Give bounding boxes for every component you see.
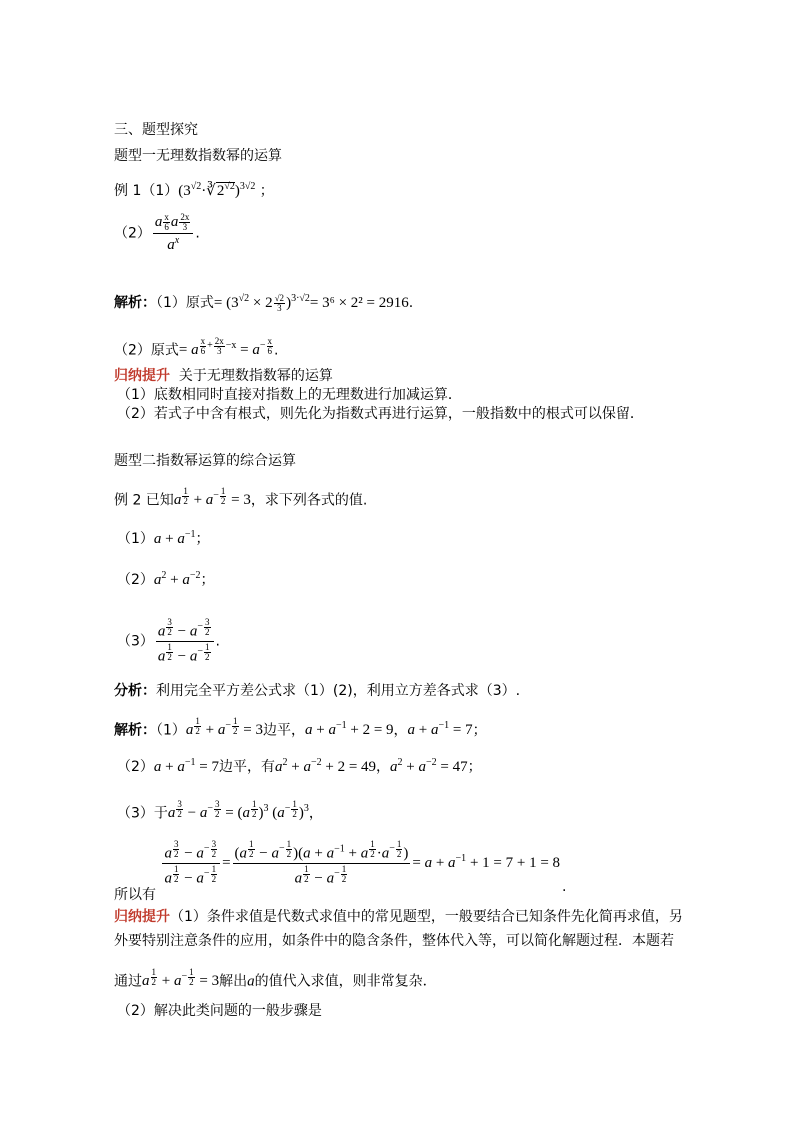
analysis-line [114,682,520,700]
cube-fraction: a $^{\frac{3}{2}}$ − $a^{- \frac{3}{2}}$ a $^{\frac{1}{2}}$ − $a^{- \frac{1}{2}}$ [162,840,220,887]
solution-2-line-2-label: （2） [117,759,154,775]
example-1-part-1 [114,178,274,200]
solution-2-line-2-text: 边平，有 [219,759,275,775]
example-1-dot: . [195,225,200,242]
solution-1-expression: = ($3^{√2} \times 2$ $\frac{√2}{3}$ )$^{3\cdot√2}$ [213,293,310,313]
solution-2-line-2: $(2)a + a^{-1} = 7$边平，有$a^2 + a^{-2} + 2 = 49$，$a^2 + a^{-2} = 47$； [117,757,482,775]
summary-2-line-2: 外要特别注意条件的应用，如条件中的隐含条件，整体代入等，可以简化解题过程．本题若 [114,933,674,949]
example-1-part-2-label: （2） [114,225,151,242]
solution-1-label: 解析： [114,295,156,311]
solution-1-part-2-text: （2）原式 [114,342,179,359]
question-1-label: （1） [117,531,154,547]
analysis-label: 分析： [114,683,156,699]
summary-1-tag: 归纳提升 [114,368,170,384]
summary-1-item-2: （2）若式子中含有根式，则先化为指数式再进行运算，一般指数中的根式可以保留． [117,406,644,422]
solution-2-line-2-given: $a + a^{-1} = 7$ [153,757,219,775]
question-2-expression: $a^2 + a^{-2}$ [153,570,201,588]
solution-2-end-dot: . [562,879,567,895]
solution-2-line-1-label: （1） [156,722,186,739]
solution-2-line-1-eq1: $a + a^{-1} + 2 = 9$ [305,720,394,739]
example-2-question-3: （3） a $^{\frac{3}{2}}$ − $a^{- \frac{3}{2}}$ a $^{\frac{1}{2}}$ − $a^{- \frac{1}{2}}$ . [117,617,220,665]
question-2-semicolon: ； [200,572,215,588]
solution-2-line-1-text: 边平， [263,722,305,739]
summary-2-line-1-text: （1）条件求值是代数式求值中的常见题型，一般要结合已知条件先化简再求值，另 [170,909,683,925]
factored-fraction: (a $^{\frac{1}{2}}$ − $a^{- \frac{1}{2}}$ )($a + a^{-1} + a$ $^{\frac{1}{2}}$ $\cdot a^{- \frac{1}{2}}$ ) a $^{\frac{1}{2}}$ − $a^{- \frac{1}{2}}$ [234,839,409,887]
example-2-statement [114,487,367,509]
solution-2-line-1: 解析：（1）a $^{\frac{1}{2}}$ + $a^{- \frac{1}{2}}$ = 3边平，$a + a^{-1} + 2 = 9$，$a + a^{-1} = 7$； [114,716,487,739]
example-2-question-2 [117,567,215,589]
solution-1-part-2: （2）原式= a $^{\frac{x}{6} + \frac{2x}{3} -x} = a^{- \frac{x}{6}}$ . [114,336,279,359]
solution-2-label: 解析： [114,722,156,739]
solution-1-part-1-text: （1）原式 [156,295,214,311]
summary-2-variable-a: a [247,973,255,990]
summary-2-line-3-mid: 解出 [219,973,248,990]
summary-1-item-1: （1）底数相同时直接对指数上的无理数进行加减运算． [117,387,462,403]
solution-2-line-4-equation: a $^{\frac{3}{2}}$ − $a^{- \frac{3}{2}}$ a $^{\frac{1}{2}}$ − $a^{- \frac{1}{2}}$ = (a $^{\frac{1}{2}}$ − $a^{- \frac{1}{2}}$ )($a + a^{-1} + a$ $^{\frac{1}{2}}$ $\cdot a^{- \frac{1}{2}}$ ) a $^{\frac{1}{2}}$ − $a^{- \frac{1}{2}}$ = $a + a^{-1} + 1 = 7 + 1 = 8$ [164,839,561,887]
summary-2-line-3 [114,968,437,990]
summary-2-tag: 归纳提升 [114,909,170,925]
solution-2-line-2-eq2: $a^2 + a^{-2} = 47$ [390,757,468,775]
summary-2-line-3-suffix: 的值代入求值，则非常复杂． [254,973,437,990]
topic-1-title: 题型一无理数指数幂的运算 [114,148,282,164]
summary-1-heading [114,367,333,385]
question-3-label: （3） [117,633,154,650]
example-1-label: 例 1（1） [114,183,179,199]
solution-2-line-2-eq1: $a^2 + a^{-2} + 2 = 49$ [275,757,377,775]
summary-1-title: 关于无理数指数幂的运算 [178,368,333,384]
question-3-fraction: a $^{\frac{3}{2}}$ − $a^{- \frac{3}{2}}$ a $^{\frac{1}{2}}$ − $a^{- \frac{1}{2}}$ [156,618,214,665]
example-1-fraction: a $\frac{x}{6}$ a $\frac{2x}{3}$ $a^x$ [153,213,194,254]
section-title: 三、题型探究 [114,122,198,138]
solution-2-line-3-label: （3）于 [117,805,168,822]
example-1-semicolon: ； [259,183,274,199]
solution-2-line-3-expression: a $^{\frac{3}{2}}$ − $a^{- \frac{3}{2}}$ = (a $^{\frac{1}{2}}$ )$^3$ ($a^{- \frac{1}{2}}$ )$^3$ [167,799,309,822]
question-1-expression: $a + a^{-1}$ [153,529,196,547]
analysis-text: 利用完全平方差公式求（1）(2)，利用立方差各式求（3）. [156,683,521,699]
example-2-suffix: ，求下列各式的值. [250,492,368,509]
solution-2-line-1-eq2: $a + a^{-1} = 7$ [407,720,473,739]
summary-2-line-3-prefix: 通过 [114,973,142,990]
summary-2-line-4: （2）解决此类问题的一般步骤是 [117,1003,322,1019]
summary-2-line-1 [114,908,683,926]
solution-2-line-3: （3）于a $^{\frac{3}{2}}$ − $a^{- \frac{3}{2}}$ = (a $^{\frac{1}{2}}$ )$^3$ ($a^{- \frac{1}{2}}$ )$^3$， [117,799,323,822]
example-2-prefix: 例 2 已知 [114,492,174,509]
summary-2-condition: a $^{\frac{1}{2}}$ + $a^{- \frac{1}{2}}$ = 3 [142,967,220,990]
solution-2-line-1-given: a $^{\frac{1}{2}}$ + $a^{- \frac{1}{2}}$ = 3 [185,716,263,739]
solution-1-part-1: 解析：（1）原式= ($3^{√2} \times 2$ $\frac{√2}{3}$ )$^{3\cdot√2}$= 3⁶ × 2² = 2916. [114,293,414,313]
topic-2-title: 题型二指数幂运算的综合运算 [114,453,296,469]
example-2-condition: a $^{\frac{1}{2}}$ + $a^{- \frac{1}{2}}$ = 3 [173,486,251,509]
example-1-part-2 [114,213,200,254]
solution-1-result: = 3⁶ × 2² = 2916 [309,295,409,311]
example-1-expression-1: $(3^{√2}\cdot∛2^{√2})^{3√2}$ [178,181,256,199]
question-2-label: （2） [117,572,154,588]
solution-1-part-2-expression: = a $^{\frac{x}{6} + \frac{2x}{3} -x} = a^{- \frac{x}{6}}$ [178,336,273,359]
question-1-semicolon: ； [195,531,210,547]
solution-2-line-4 [114,839,561,903]
example-2-question-1 [117,526,210,548]
solution-2-line-4-label: 所以有 [114,886,156,903]
